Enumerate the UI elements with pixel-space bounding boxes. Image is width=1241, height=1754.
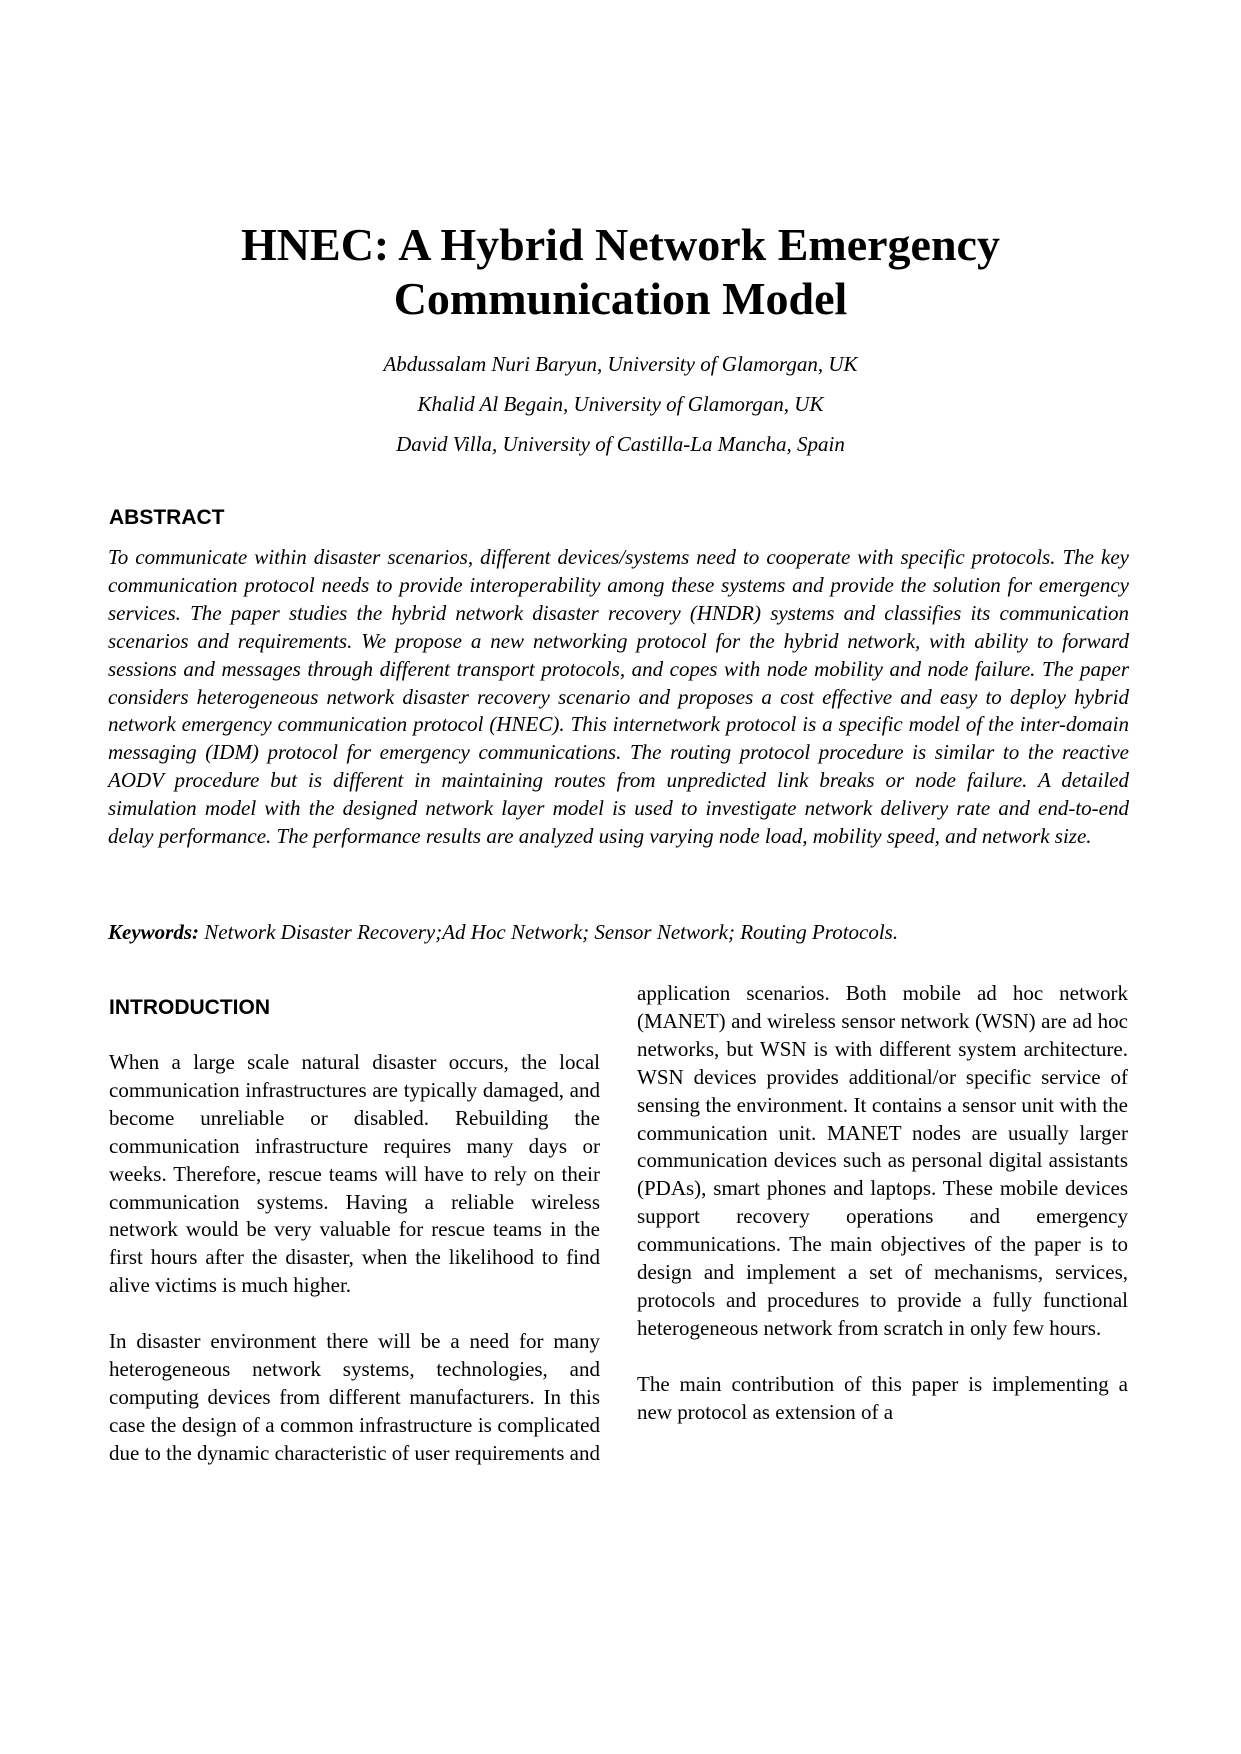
intro-paragraph-4: The main contribution of this paper is implementing a new protocol as extension of a xyxy=(637,1371,1128,1424)
author-list xyxy=(150,344,1091,464)
paper-title: HNEC: A Hybrid Network Emergency Communication Model xyxy=(241,219,1000,324)
author-1: Abdussalam Nuri Baryun, University of Glamorgan, UK xyxy=(383,352,858,376)
author-2: Khalid Al Begain, University of Glamorgan, UK xyxy=(417,392,824,416)
introduction-heading: INTRODUCTION xyxy=(109,996,270,1019)
intro-paragraph-3: application scenarios. Both mobile ad hoc network (MANET) and wireless sensor network (WSN) are ad hoc networks, but WSN is with different system architecture. WSN devices provides additional/or specific service of sensing the environment. It contains a sensor unit with the communication unit. MANET nodes are usually larger communication devices such as personal digital assistants (PDAs), smart phones and laptops. These mobile devices support recovery operations and emergency communications. The main objectives of the paper is to design and implement a set of mechanisms, services, protocols and procedures to provide a fully functional heterogeneous network from scratch in only few hours. xyxy=(637,981,1128,1340)
right-column xyxy=(637,980,1128,1426)
keywords-line xyxy=(108,918,1148,946)
abstract-text: To communicate within disaster scenarios, different devices/systems need to cooperate with specific protocols. The key communication protocol needs to provide interoperability among these systems and provide the solution for emergency services. The paper studies the hybrid network disaster recovery (HNDR) systems and classifies its communication scenarios and requirements. We propose a new networking protocol for the hybrid network, with ability to forward sessions and messages through different transport protocols, and copes with node mobility and node failure. The paper considers heterogeneous network disaster recovery scenario and proposes a cost effective and easy to deploy hybrid network emergency communication protocol (HNEC). This internetwork protocol is a specific model of the inter-domain messaging (IDM) protocol for emergency communications. The routing protocol procedure is similar to the reactive AODV procedure but is different in maintaining routes from unpredicted link breaks or node failure. A detailed simulation model with the designed network layer model is used to investigate network delivery rate and end-to-end delay performance. The performance results are analyzed using varying node load, mobility speed, and network size. xyxy=(108,545,1129,849)
keywords-label: Keywords: xyxy=(108,920,199,944)
left-column xyxy=(109,1049,600,1468)
author-3: David Villa, University of Castilla-La Mancha, Spain xyxy=(396,432,845,456)
abstract-heading: ABSTRACT xyxy=(109,506,225,529)
intro-paragraph-2: In disaster environment there will be a need for many heterogeneous network systems, technologies, and computing devices from different manufacturers. In this case the design of a common infrastructure is complicated due to the dynamic characteristic of user requirements and xyxy=(109,1329,600,1465)
intro-paragraph-1: When a large scale natural disaster occurs, the local communication infrastructures are typically damaged, and become unreliable or disabled. Rebuilding the communication infrastructure requires many days or weeks. Therefore, rescue teams will have to rely on their communication systems. Having a reliable wireless network would be very valuable for rescue teams in the first hours after the disaster, when the likelihood to find alive victims is much higher. xyxy=(109,1050,600,1298)
keywords-text: Network Disaster Recovery;Ad Hoc Network; Sensor Network; Routing Protocols. xyxy=(199,920,899,944)
